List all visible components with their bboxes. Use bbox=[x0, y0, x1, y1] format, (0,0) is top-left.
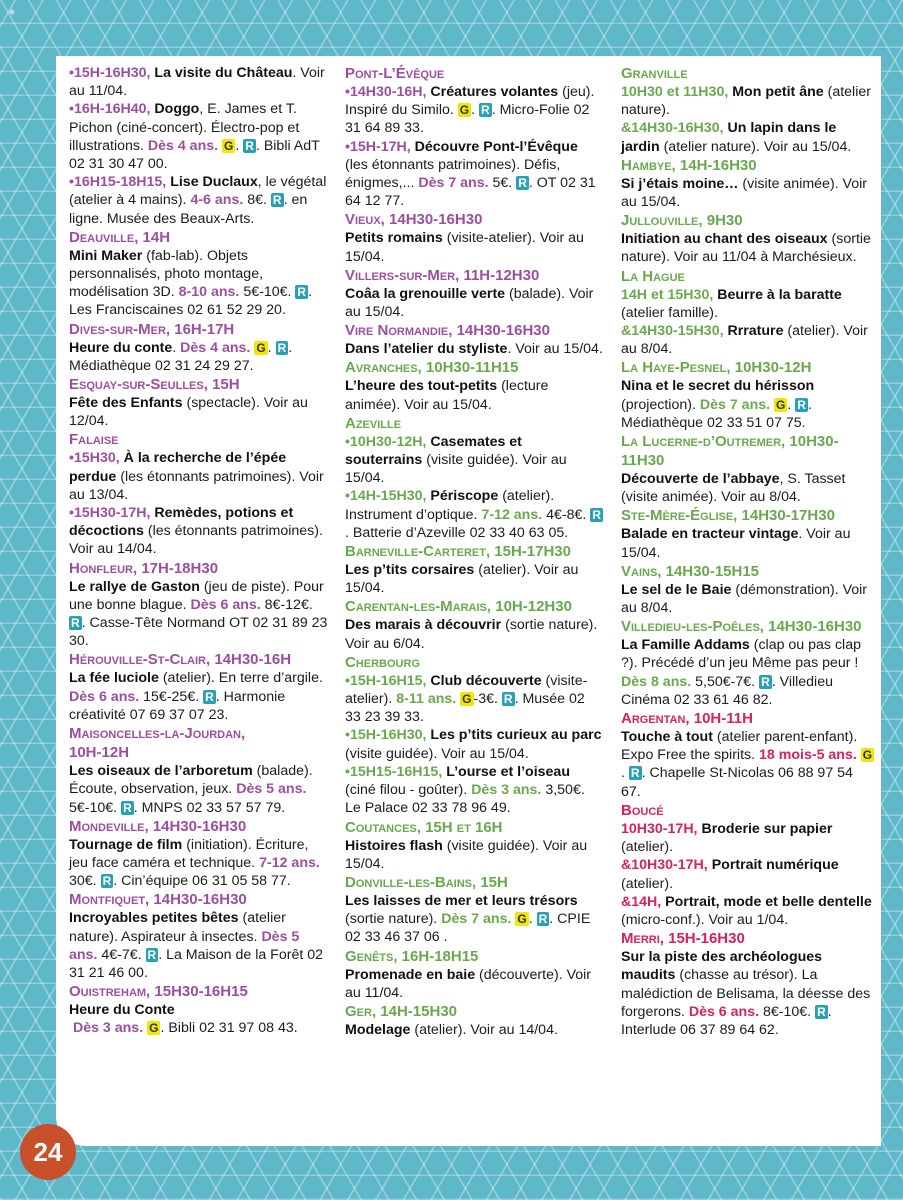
event-time: •16H-16H40, bbox=[69, 101, 151, 118]
event-entry bbox=[621, 175, 876, 211]
event-time: •14H30-16H, bbox=[345, 84, 427, 100]
event-desc: (balade). Voir au 15/04. bbox=[345, 285, 594, 321]
event-title: Portrait numérique bbox=[711, 857, 839, 874]
event-entry bbox=[345, 1021, 603, 1039]
town-heading: Dives-sur-Mer, 16H-17H bbox=[69, 320, 235, 338]
r-badge: R bbox=[245, 138, 254, 153]
age-range: 18 mois-5 ans. bbox=[759, 747, 857, 764]
event-desc: . Voir au 15/04. bbox=[621, 526, 851, 561]
r-badge: R bbox=[102, 874, 112, 889]
event-title: Mini Maker bbox=[69, 247, 143, 264]
event-price: 30€. bbox=[69, 873, 97, 890]
event-info: . Harmonie créativité 07 69 37 07 23. bbox=[69, 688, 286, 723]
event-time: &14H, bbox=[621, 893, 662, 910]
page-number: 24 bbox=[20, 1124, 76, 1180]
event-title: La visite du Château bbox=[154, 65, 293, 81]
age-range: 4-6 ans. bbox=[190, 192, 244, 209]
event-entry bbox=[621, 893, 876, 929]
event-desc: (projection). bbox=[621, 396, 696, 413]
event-entry bbox=[345, 763, 603, 818]
town-heading: Coutances, 15H et 16H bbox=[345, 818, 503, 836]
town-heading: Avranches, 10H30-11H15 bbox=[345, 359, 519, 377]
event-entry bbox=[345, 138, 603, 211]
event-desc: (micro-conf.). Voir au 1/04. bbox=[621, 911, 789, 928]
r-badge: R bbox=[147, 947, 157, 962]
age-range: Dès 6 ans. bbox=[69, 688, 140, 705]
r-badge: R bbox=[277, 340, 287, 355]
event-time: •10H30-12H, bbox=[345, 433, 427, 450]
event-desc: (jeu). Inspiré du Similo. bbox=[345, 84, 595, 119]
event-desc: (les étonnants patrimoines). Voir au 14/04. bbox=[69, 523, 323, 558]
town-heading: Argentan, 10H-11H bbox=[621, 710, 753, 728]
event-title: Les p’tits corsaires bbox=[345, 562, 475, 579]
event-info: . en ligne. Musée des Beaux-Arts. bbox=[69, 192, 308, 227]
event-title: À la recherche de l’épée perdue bbox=[69, 450, 287, 485]
event-desc: (spectacle). Voir au 12/04. bbox=[69, 395, 308, 430]
event-entry bbox=[621, 119, 876, 155]
event-info: . Médiathèque 02 31 24 29 27. bbox=[69, 339, 293, 374]
event-entry bbox=[345, 487, 603, 542]
event-entry bbox=[621, 820, 876, 856]
event-price: 5€-10€. bbox=[69, 799, 118, 816]
event-time: 10H30 et 11H30, bbox=[621, 84, 729, 100]
event-title: Lise Duclaux bbox=[170, 174, 258, 191]
age-range: Dès 7 ans. bbox=[418, 175, 489, 192]
r-badge: R bbox=[761, 674, 770, 689]
event-entry bbox=[621, 581, 876, 617]
town-heading: Azeville bbox=[345, 414, 402, 432]
event-price: 8€-10€. bbox=[759, 1003, 812, 1020]
age-range: Dès 7 ans. bbox=[699, 396, 771, 413]
event-info: . Musée 02 33 23 39 33. bbox=[345, 691, 585, 726]
event-title: Nina et le secret du hérisson bbox=[621, 378, 815, 395]
event-time: •15H-16H30, bbox=[69, 65, 151, 81]
event-entry: Nina et le secret du hérisson (projection). Dès 7 ans. G . R . Médiathèque 02 33 51 07 75. bbox=[621, 378, 815, 431]
town-heading: Maisoncelles-la-Jourdan, bbox=[69, 725, 246, 743]
event-entry bbox=[345, 837, 603, 873]
event-entry bbox=[345, 285, 603, 321]
r-badge: R bbox=[272, 193, 282, 208]
r-badge: R bbox=[630, 766, 640, 781]
event-desc: (visite-atelier). Voir au 15/04. bbox=[345, 230, 584, 265]
event-title: L’heure des tout-petits bbox=[345, 378, 498, 395]
event-time: •15H-16H30, bbox=[345, 727, 427, 744]
event-time: 10H30-17H, bbox=[621, 820, 698, 837]
g-badge: G bbox=[862, 748, 873, 763]
event-desc: (atelier nature). Voir au 15/04. bbox=[659, 138, 852, 155]
age-range: Dès 4 ans. bbox=[147, 137, 219, 154]
r-badge: R bbox=[123, 800, 132, 815]
r-badge: R bbox=[518, 176, 527, 191]
event-desc: (visite guidée). Voir au 15/04. bbox=[345, 452, 567, 487]
event-info: . Villedieu Cinéma 02 33 61 46 82. bbox=[621, 673, 833, 708]
event-price: -3€. bbox=[473, 691, 498, 708]
event-desc: (atelier). En terre d’argile. bbox=[158, 670, 323, 687]
event-entry: Heure du conte. Dès 4 ans. G . R . Médiathèque 02 31 24 29 27. bbox=[69, 339, 293, 374]
town-heading: Deauville, 14H bbox=[69, 228, 171, 246]
event-time: •15H-17H, bbox=[345, 138, 411, 155]
event-desc: (atelier nature). bbox=[621, 84, 871, 119]
event-entry bbox=[621, 636, 876, 709]
event-title: Un lapin dans le jardin bbox=[621, 120, 837, 155]
r-badge: R bbox=[817, 1004, 826, 1019]
event-entry bbox=[345, 966, 603, 1002]
page-panel bbox=[56, 56, 881, 1146]
g-badge: G bbox=[149, 1021, 159, 1036]
town-heading: La Hague bbox=[621, 267, 685, 285]
age-range: Dès 6 ans. bbox=[688, 1003, 760, 1020]
event-title: Tournage de film bbox=[69, 836, 183, 853]
event-title: Les p’tits curieux au parc bbox=[430, 727, 602, 744]
r-badge: R bbox=[205, 689, 214, 704]
event-price: 8€. bbox=[247, 192, 267, 209]
event-title: Casemates et souterrains bbox=[345, 433, 522, 469]
event-entry bbox=[69, 449, 329, 504]
event-time: &14H30-16H30, bbox=[621, 120, 724, 137]
event-info: 3,50€. Le Palace 02 33 78 96 49. bbox=[345, 782, 585, 817]
town-heading: Vieux, 14H30-16H30 bbox=[345, 211, 483, 229]
column-3 bbox=[621, 64, 876, 1039]
event-price: 8€-12€. bbox=[260, 596, 313, 613]
event-desc: (atelier). Instrument d’optique. bbox=[345, 488, 555, 523]
event-title: Histoires flash bbox=[345, 837, 443, 854]
age-range: Dès 8 ans. bbox=[621, 673, 692, 690]
event-entry bbox=[621, 856, 876, 892]
event-desc: (jeu de piste). Pour une bonne blague. bbox=[69, 578, 324, 613]
town-heading: Carentan-les-Marais, 10H-12H30 bbox=[345, 598, 572, 616]
town-heading: Donville-les-Bains, 15H bbox=[345, 873, 508, 891]
age-range: Dès 5 ans. bbox=[236, 781, 307, 798]
event-entry bbox=[345, 616, 603, 652]
town-heading: Villers-sur-Mer, 11H-12H30 bbox=[345, 266, 540, 284]
town-heading: Ger, 14H-15H30 bbox=[345, 1002, 457, 1020]
event-desc: (visite animée). Voir au 15/04. bbox=[621, 175, 868, 211]
r-badge: R bbox=[71, 616, 80, 631]
age-range: Dès 6 ans. bbox=[190, 596, 261, 613]
event-title: Doggo bbox=[154, 101, 200, 118]
town-heading-time: 10H-12H bbox=[69, 744, 130, 762]
event-entry bbox=[621, 286, 876, 322]
event-time: •14H-15H30, bbox=[345, 488, 427, 505]
event-title: Club découverte bbox=[430, 672, 542, 689]
event-desc: (découverte). Voir au 11/04. bbox=[345, 966, 592, 1001]
event-desc: (les étonnants patrimoines). Défis, énigmes,... bbox=[345, 156, 561, 192]
event-desc: (sortie nature). bbox=[345, 911, 438, 928]
event-desc: . Voir au 15/04. bbox=[507, 341, 603, 358]
event-price: 5€. bbox=[488, 175, 513, 192]
event-entry bbox=[621, 948, 876, 1039]
event-title: Sur la piste des archéologues maudits bbox=[621, 949, 823, 984]
event-info: . OT 02 31 64 12 77. bbox=[345, 175, 596, 210]
event-entry bbox=[621, 83, 876, 119]
age-range: Dès 5 ans. bbox=[69, 928, 300, 963]
age-range: Dès 3 ans. bbox=[471, 782, 542, 799]
town-heading: Pont-L’Évêque bbox=[345, 65, 445, 82]
event-desc: (atelier famille). bbox=[621, 304, 718, 321]
event-desc: (atelier parent-enfant). Expo Free the spirits. bbox=[621, 729, 858, 764]
event-info: . Micro-Folie 02 31 64 89 33. bbox=[345, 102, 590, 137]
event-title: Portrait, mode et belle dentelle bbox=[665, 893, 872, 910]
r-badge: R bbox=[297, 285, 307, 300]
event-info: . Casse-Tête Normand OT 02 31 89 23 30. bbox=[69, 615, 328, 650]
event-info: . Interlude 06 37 89 64 62. bbox=[621, 1003, 832, 1038]
town-heading: Boucé bbox=[621, 801, 664, 819]
event-time: •16H15-18H15, bbox=[69, 174, 167, 191]
age-range: 7-12 ans. bbox=[259, 854, 320, 871]
g-badge: G bbox=[462, 692, 472, 707]
age-range: Dès 4 ans. bbox=[180, 339, 251, 356]
event-info: . Chapelle St-Nicolas 06 88 97 54 67. bbox=[621, 765, 853, 800]
event-title: Le sel de le Baie bbox=[621, 581, 732, 598]
town-heading: Montfiquet, 14H30-16H30 bbox=[69, 891, 247, 909]
event-title: Créatures volantes bbox=[430, 84, 559, 100]
event-entry bbox=[621, 525, 876, 561]
event-desc: . Voir au 11/04. bbox=[69, 65, 325, 100]
event-desc: (visite guidée). Voir au 15/04. bbox=[345, 837, 588, 872]
town-heading: Ouistreham, 15H30-16H15 bbox=[69, 983, 248, 1001]
event-desc: (démonstration). Voir au 8/04. bbox=[621, 581, 868, 617]
event-title: La fée luciole bbox=[69, 670, 159, 687]
town-heading: La Lucerne-d’Outremer, 10H30- bbox=[621, 433, 839, 451]
event-entry: Touche à tout (atelier parent-enfant). Expo Free the spirits. 18 mois-5 ans. G. R . Chapelle St-Nicolas 06 88 97 54 67. bbox=[621, 729, 873, 800]
town-heading: Hérouville-St-Clair, 14H30-16H bbox=[69, 651, 292, 669]
event-desc: (lecture animée). Voir au 15/04. bbox=[345, 378, 549, 413]
event-title: Coâa la grenouille verte bbox=[345, 285, 506, 302]
event-entry bbox=[345, 229, 603, 265]
event-title: Les oiseaux de l’arboretum bbox=[69, 763, 253, 780]
column-2 bbox=[345, 64, 603, 1039]
event-time: •15H-16H15, bbox=[345, 672, 427, 689]
event-title: Touche à tout bbox=[621, 729, 713, 746]
event-entry bbox=[345, 377, 603, 413]
town-heading: Genêts, 16H-18H15 bbox=[345, 947, 479, 965]
event-desc: (atelier). bbox=[621, 839, 674, 856]
r-badge: R bbox=[797, 397, 806, 412]
event-title: Balade en tracteur vintage bbox=[621, 526, 799, 543]
event-price: 5€-10€. bbox=[239, 284, 292, 301]
event-entry bbox=[345, 433, 603, 488]
town-heading: Ste-Mère-Église, 14H30-17H30 bbox=[621, 507, 835, 525]
column-1 bbox=[69, 64, 329, 1038]
event-time: &14H30-15H30, bbox=[621, 323, 724, 340]
g-badge: G bbox=[517, 912, 527, 927]
event-info: . Les Franciscaines 02 61 52 29 20. bbox=[69, 284, 313, 319]
age-range: 8-11 ans. bbox=[396, 691, 457, 708]
g-badge: G bbox=[224, 138, 234, 153]
r-badge: R bbox=[503, 692, 513, 707]
town-heading: La Haye-Pesnel, 10H30-12H bbox=[621, 359, 812, 377]
event-desc: (atelier). Voir au 15/04. bbox=[345, 562, 579, 597]
event-entry bbox=[69, 173, 329, 228]
event-title: Petits romains bbox=[345, 230, 443, 247]
event-title: Incroyables petites bêtes bbox=[69, 910, 239, 927]
event-info: . Batterie d’Azeville 02 33 40 63 05. bbox=[345, 524, 569, 541]
event-title: Dans l’atelier du styliste bbox=[345, 341, 508, 358]
event-entry bbox=[621, 230, 876, 266]
town-heading: Esquay-sur-Seulles, 15H bbox=[69, 376, 240, 394]
event-title: Rrrature bbox=[727, 323, 784, 340]
event-title: Beurre à la baratte bbox=[717, 286, 842, 303]
age-range: 8-10 ans. bbox=[178, 284, 240, 301]
event-entry bbox=[69, 504, 329, 559]
event-desc: (atelier). Voir au 14/04. bbox=[410, 1021, 558, 1038]
town-heading: Villedieu-les-Poêles, 14H30-16H30 bbox=[621, 618, 862, 636]
event-desc: (visite guidée). Voir au 15/04. bbox=[345, 745, 529, 762]
town-heading: Barneville-Carteret, 15H-17H30 bbox=[345, 543, 571, 561]
town-heading: Merri, 15H-16H30 bbox=[621, 930, 745, 948]
event-price: 4€-7€. bbox=[97, 946, 142, 963]
event-entry bbox=[621, 470, 876, 506]
event-title: Des marais à découvrir bbox=[345, 617, 502, 634]
event-title: Mon petit âne bbox=[732, 84, 824, 100]
event-desc: (clap ou pas clap ?). Précédé d’un jeu Même pas peur ! bbox=[621, 637, 861, 672]
event-price: 5,50€-7€. bbox=[691, 673, 756, 690]
event-info: . Médiathèque 02 33 51 07 75. bbox=[621, 396, 812, 431]
event-entry bbox=[345, 726, 603, 762]
event-time: &10H30-17H, bbox=[621, 857, 708, 874]
event-desc: , E. James et T. Pichon (ciné-concert). Électro-pop et illustrations. bbox=[69, 101, 300, 154]
event-info: . La Maison de la Forêt 02 31 21 46 00. bbox=[69, 946, 324, 981]
event-entry bbox=[69, 836, 329, 891]
event-title: Périscope bbox=[430, 488, 499, 505]
event-entry: Les laisses de mer et leurs trésors (sortie nature). Dès 7 ans. G . R . CPIE 02 33 46 37 06 . bbox=[345, 892, 591, 946]
event-title: Découverte de l’abbaye bbox=[621, 471, 780, 488]
event-title: L’ourse et l’oiseau bbox=[446, 763, 570, 780]
event-entry bbox=[69, 669, 329, 724]
event-entry bbox=[345, 561, 603, 597]
event-entry bbox=[345, 672, 603, 727]
town-heading: Mondeville, 14H30-16H30 bbox=[69, 817, 247, 835]
event-desc: (visite-atelier). bbox=[345, 672, 588, 708]
event-desc: (ciné filou - goûter). bbox=[345, 782, 468, 799]
event-entry bbox=[69, 247, 329, 320]
town-heading: Granville bbox=[621, 65, 688, 82]
event-desc: (sortie nature). Voir au 6/04. bbox=[345, 617, 598, 652]
town-heading: Vains, 14H30-15H15 bbox=[621, 562, 760, 580]
event-title: Découvre Pont-l’Évêque bbox=[414, 138, 578, 155]
event-title: Heure du Conte bbox=[69, 1002, 175, 1019]
age-range: 7-12 ans. bbox=[481, 506, 543, 523]
event-desc: (atelier). bbox=[621, 875, 674, 892]
g-badge: G bbox=[256, 340, 266, 355]
event-title: Remèdes, potions et décoctions bbox=[69, 505, 294, 540]
g-badge: G bbox=[776, 397, 786, 412]
event-desc: (les étonnants patrimoines). Voir au 13/04. bbox=[69, 468, 324, 503]
event-info: . Cin’équipe 06 31 05 58 77. bbox=[113, 873, 291, 890]
event-title: Broderie sur papier bbox=[701, 820, 833, 837]
town-heading: Jullouville, 9H30 bbox=[621, 212, 743, 230]
town-heading: Vire Normandie, 14H30-16H30 bbox=[345, 322, 550, 340]
event-entry: •16H-16H40, Doggo, E. James et T. Pichon (ciné-concert). Électro-pop et illustrations. Dès 4 ans. G . R . Bibli AdT 02 31 30 47 00. bbox=[69, 101, 320, 173]
town-heading: Hambye, 14H-16H30 bbox=[621, 156, 757, 174]
event-title: Les laisses de mer et leurs trésors bbox=[345, 892, 578, 909]
event-entry bbox=[69, 578, 329, 651]
event-title: Le rallye de Gaston bbox=[69, 578, 200, 595]
event-desc: (balade). Écoute, observation, jeux. bbox=[69, 763, 313, 798]
event-desc: (sortie nature). Voir au 11/04 à Marchésieux. bbox=[621, 231, 871, 266]
r-badge: R bbox=[592, 507, 601, 522]
event-info: . CPIE 02 33 46 37 06 . bbox=[345, 911, 591, 946]
town-heading: Falaise bbox=[69, 431, 119, 449]
town-heading: Honfleur, 17H-18H30 bbox=[69, 559, 219, 577]
event-title: Initiation au chant des oiseaux bbox=[621, 231, 828, 248]
event-entry bbox=[69, 64, 329, 100]
event-title: La Famille Addams bbox=[621, 637, 750, 654]
event-entry bbox=[69, 909, 329, 982]
event-time: •15H30-17H, bbox=[69, 505, 151, 522]
event-price: 4€-8€. bbox=[542, 506, 587, 523]
event-entry bbox=[69, 762, 329, 817]
event-title: Heure du conte bbox=[69, 339, 173, 356]
event-title: Fête des Enfants bbox=[69, 395, 183, 412]
event-time: •15H30, bbox=[69, 450, 120, 467]
event-entry bbox=[69, 394, 329, 430]
event-entry: •14H30-16H, Créatures volantes (jeu). Inspiré du Similo. G . R . Micro-Folie 02 31 64 89 33. bbox=[345, 84, 595, 137]
event-info: . Bibli AdT 02 31 30 47 00. bbox=[69, 137, 320, 173]
g-badge: G bbox=[459, 103, 470, 118]
event-entry bbox=[69, 1001, 329, 1037]
event-entry bbox=[345, 340, 603, 358]
event-desc: (atelier nature). Aspirateur à insectes. bbox=[69, 910, 286, 945]
event-desc: (chasse au trésor). La malédiction de Belisama, la déesse des forgerons. bbox=[621, 967, 871, 1020]
event-desc: (initiation). Écriture, jeu face caméra et technique. bbox=[69, 836, 309, 871]
event-time: 14H et 15H30, bbox=[621, 286, 714, 303]
event-price: 15€-25€. bbox=[139, 688, 200, 705]
age-range: Dès 7 ans. bbox=[441, 911, 512, 928]
event-info: . Bibli 02 31 97 08 43. bbox=[160, 1020, 298, 1037]
event-info: . MNPS 02 33 57 57 79. bbox=[133, 799, 286, 816]
event-time: •15H15-16H15, bbox=[345, 763, 443, 780]
age-range: Dès 3 ans. bbox=[72, 1020, 144, 1037]
town-heading-time: 11H30 bbox=[621, 452, 665, 470]
town-heading: Cherbourg bbox=[345, 653, 421, 671]
r-badge: R bbox=[481, 103, 490, 118]
event-title: Si j’étais moine… bbox=[621, 175, 739, 192]
r-badge: R bbox=[538, 912, 548, 927]
event-entry bbox=[621, 322, 876, 358]
event-title: Modelage bbox=[345, 1021, 411, 1038]
event-desc: , S. Tasset (visite animée). Voir au 8/04. bbox=[621, 471, 846, 506]
event-desc: (atelier). Voir au 8/04. bbox=[621, 323, 868, 358]
event-desc: (fab-lab). Objets personnalisés, photo montage, modélisation 3D. bbox=[69, 247, 264, 301]
event-title: Promenade en baie bbox=[345, 966, 476, 983]
event-desc: , le végétal (atelier à 4 mains). bbox=[69, 174, 327, 209]
